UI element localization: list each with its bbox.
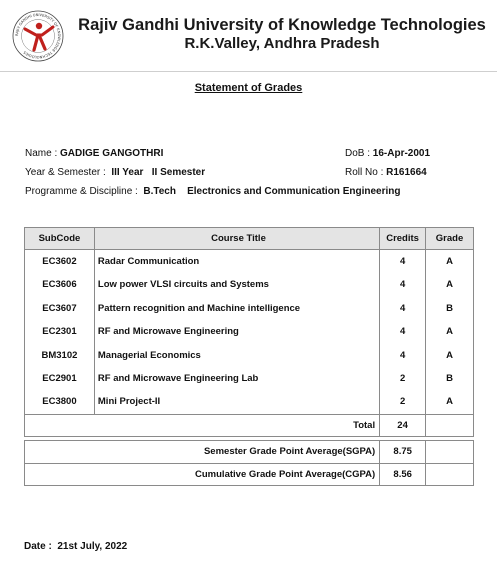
university-name: Rajiv Gandhi University of Knowledge Technologies (78, 16, 486, 34)
university-location: R.K.Valley, Andhra Pradesh (184, 35, 380, 52)
total-label: Total (25, 414, 380, 436)
table-row (25, 344, 474, 368)
row-course-title: Radar Communication (94, 250, 379, 274)
row-subcode: EC3607 (25, 297, 95, 321)
total-empty-cell (426, 414, 474, 436)
total-credits: 24 (380, 414, 426, 436)
table-row (25, 273, 474, 297)
roll-label: Roll No : (345, 167, 384, 178)
row-subcode: EC2301 (25, 320, 95, 344)
header-subcode: SubCode (25, 228, 95, 250)
date-label: Date : (24, 541, 52, 552)
gpa-table (24, 440, 474, 486)
row-course-title: Managerial Economics (94, 344, 379, 368)
sgpa-value: 8.75 (380, 441, 426, 464)
roll-line (345, 167, 427, 178)
header-credits: Credits (380, 228, 426, 250)
row-grade: A (426, 250, 474, 274)
table-header-row (25, 228, 474, 250)
row-course-title: Mini Project-II (94, 391, 379, 415)
student-roll: R161664 (386, 167, 427, 178)
issue-date: 21st July, 2022 (57, 541, 128, 552)
dob-label: DoB : (345, 148, 371, 159)
table-row (25, 391, 474, 415)
header-course-title: Course Title (94, 228, 379, 250)
seal-text: RAJIV GANDHI UNIVERSITY OF KNOWLEDGE TECHNOLOGIES (14, 12, 62, 60)
row-credits: 4 (380, 344, 426, 368)
programme-label: Programme & Discipline : (25, 186, 138, 197)
row-credits: 4 (380, 297, 426, 321)
student-discipline: Electronics and Communication Engineering (187, 186, 401, 197)
row-course-title: RF and Microwave Engineering Lab (94, 367, 379, 391)
student-name-line (25, 148, 163, 159)
row-grade: A (426, 273, 474, 297)
student-programme: B.Tech (143, 186, 176, 197)
document-header (0, 0, 497, 72)
row-credits: 2 (380, 391, 426, 415)
row-credits: 4 (380, 320, 426, 344)
row-grade: A (426, 320, 474, 344)
sgpa-label: Semester Grade Point Average(SGPA) (25, 441, 380, 464)
student-name: GADIGE GANGOTHRI (60, 148, 164, 159)
table-row (25, 320, 474, 344)
row-grade: A (426, 391, 474, 415)
row-course-title: Low power VLSI circuits and Systems (94, 273, 379, 297)
table-row (25, 250, 474, 274)
row-credits: 4 (380, 250, 426, 274)
row-subcode: EC3800 (25, 391, 95, 415)
total-row (25, 414, 474, 436)
student-year: III Year (111, 167, 144, 178)
student-semester: II Semester (151, 167, 206, 178)
year-semester-line (25, 167, 205, 178)
programme-line (25, 186, 400, 197)
name-label: Name : (25, 148, 58, 159)
issue-date-line (24, 541, 127, 552)
dob-line (345, 148, 430, 159)
row-subcode: EC2901 (25, 367, 95, 391)
grades-table (24, 227, 474, 437)
table-row (25, 367, 474, 391)
student-dob: 16-Apr-2001 (372, 148, 431, 159)
row-course-title: Pattern recognition and Machine intelligence (94, 297, 379, 321)
sgpa-row (25, 441, 474, 464)
document-title: Statement of Grades (194, 82, 303, 94)
row-grade: A (426, 344, 474, 368)
cgpa-row (25, 463, 474, 486)
year-semester-label: Year & Semester : (25, 167, 106, 178)
table-row (25, 297, 474, 321)
row-course-title: RF and Microwave Engineering (94, 320, 379, 344)
cgpa-label: Cumulative Grade Point Average(CGPA) (25, 463, 380, 486)
row-subcode: EC3606 (25, 273, 95, 297)
row-subcode: BM3102 (25, 344, 95, 368)
cgpa-value: 8.56 (380, 463, 426, 486)
university-seal-logo (12, 10, 64, 62)
header-grade: Grade (426, 228, 474, 250)
cgpa-empty-cell (426, 463, 474, 486)
row-subcode: EC3602 (25, 250, 95, 274)
sgpa-empty-cell (426, 441, 474, 464)
row-grade: B (426, 297, 474, 321)
row-grade: B (426, 367, 474, 391)
row-credits: 4 (380, 273, 426, 297)
row-credits: 2 (380, 367, 426, 391)
